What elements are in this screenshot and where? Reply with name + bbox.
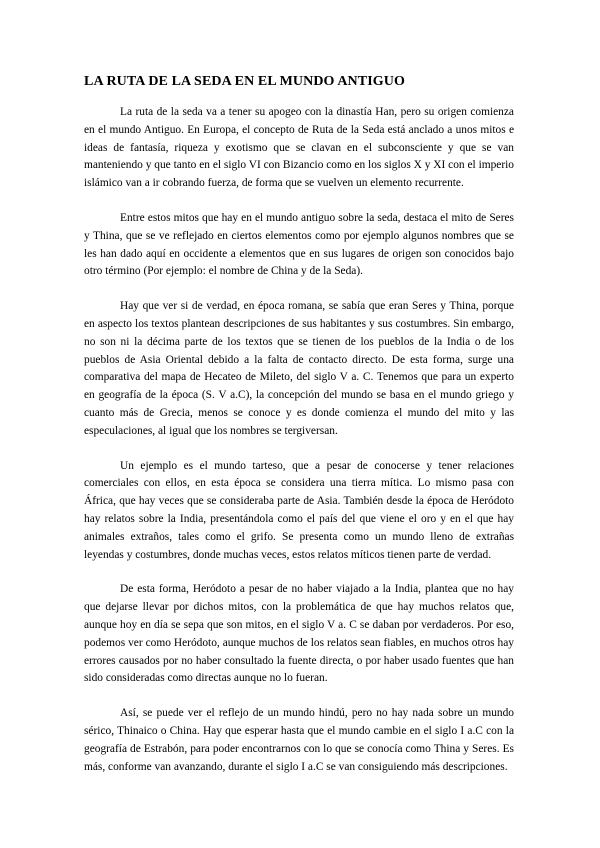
paragraph-3: Hay que ver si de verdad, en época romana, se sabía que eran Seres y Thina, porque en aspecto los textos plantean descripciones de sus habitantes y sus costumbres. Sin embargo, no son ni la décima parte de los textos que se tienen de los pueblos de la India o de los pueblos de Asia Oriental debido a la falta de contacto directo. De esta forma, surge una comparativa del mapa de Hecateo de Mileto, del siglo V a. C. Tenemos que para un experto en geografía de la época (S. V a.C), la concepción del mundo se basa en el mundo griego y cuanto más de Grecia, menos se conoce y es donde comienza el mundo del mito y las especulaciones, al igual que los nombres se tergiversan. [84, 300, 514, 437]
document-body [84, 104, 514, 776]
paragraph-2: Entre estos mitos que hay en el mundo antiguo sobre la seda, destaca el mito de Seres y Thina, que se ve reflejado en ciertos elementos como por ejemplo algunos nombres que se les han dado aquí en occidente a elementos que en sus lugares de origen son conocidos bajo otro término (Por ejemplo: el nombre de China y de la Seda). [84, 211, 514, 278]
paragraph-1: La ruta de la seda va a tener su apogeo con la dinastía Han, pero su origen comienza en el mundo Antiguo. En Europa, el concepto de Ruta de la Seda está anclado a unos mitos e ideas de fantasía, riqueza y exotismo que se clavan en el subconsciente y que se van manteniendo y que tanto en el siglo VI con Bizancio como en los siglos X y XI con el imperio islámico van a ir cobrando fuerza, de forma que se vuelven un elemento recurrente. [84, 106, 514, 190]
paragraph-5: De esta forma, Heródoto a pesar de no haber viajado a la India, plantea que no hay que dejarse llevar por dichos mitos, con la problemática de que hay muchos relatos que, aunque hoy en día se sepa que son mitos, en el siglo V a. C se daban por verdaderos. Por eso, podemos ver como Heródoto, aunque muchos de los relatos sean fiables, en muchos otros hay errores causados por no haber consultado la fuente directa, o por haber usado fuentes que han sido consideradas como directas aunque no lo fueran. [84, 583, 514, 685]
paragraph-4: Un ejemplo es el mundo tarteso, que a pesar de conocerse y tener relaciones comerciales con ellos, en esta época se considera una tierra mítica. Lo mismo pasa con África, que hay veces que se consideraba parte de Asia. También desde la época de Heródoto hay relatos sobre la India, presentándola como el país del que viene el oro y en el que hay animales extraños, tales como el grifo. Se presenta como un mundo lleno de extrañas leyendas y costumbres, donde muchas veces, estos relatos míticos tienen parte de verdad. [84, 459, 514, 561]
paragraph-6: Así, se puede ver el reflejo de un mundo hindú, pero no hay nada sobre un mundo sérico, Thinaico o China. Hay que esperar hasta que el mundo cambie en el siglo I a.C con la geografía de Estrabón, para poder encontrarnos con lo que se conocía como Thina y Seres. Es más, conforme van avanzando, durante el siglo I a.C se van consiguiendo más descripciones. [84, 707, 514, 773]
document-title: LA RUTA DE LA SEDA EN EL MUNDO ANTIGUO [84, 74, 405, 89]
